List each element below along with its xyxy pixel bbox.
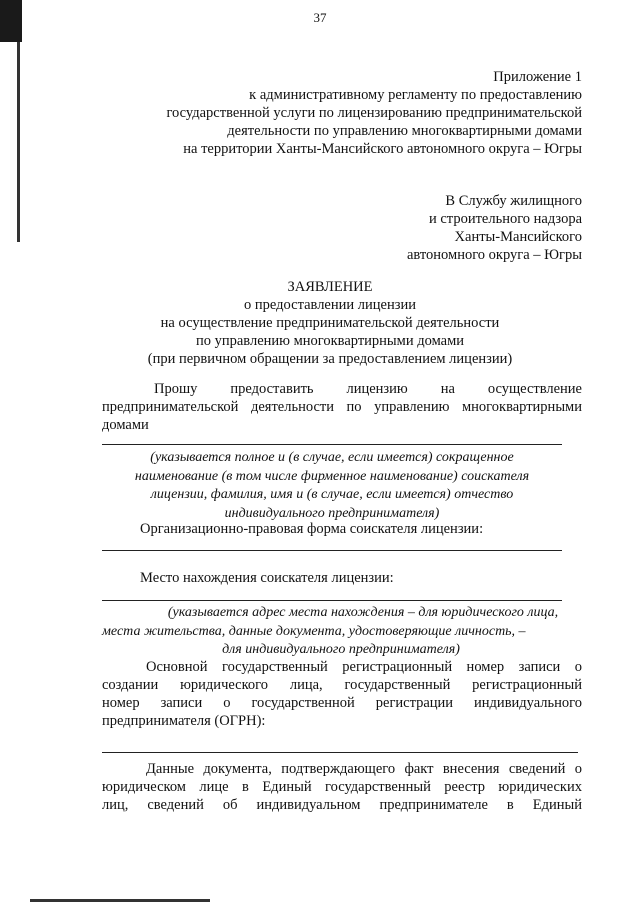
ogrn-paragraph — [102, 658, 582, 730]
data-doc-line: Данные документа, подтверждающего факт внесения сведений о — [146, 761, 582, 777]
appendix-line: к административному регламенту по предоставлению — [249, 87, 582, 103]
heading-line: по управлению многоквартирными домами — [195, 333, 465, 349]
data-doc-line: лиц, сведений об индивидуальном предпринимателе в Единый — [102, 797, 582, 813]
ogrn-line-field — [102, 752, 578, 753]
hint-line: индивидуального предпринимателя) — [224, 505, 440, 521]
request-line-1 — [102, 380, 582, 398]
location-line — [102, 600, 562, 601]
request-paragraph — [102, 380, 582, 434]
ogrn-line: Основной государственный регистрационный номер записи о — [146, 659, 582, 675]
appendix-block — [82, 68, 582, 158]
ogrn-line: предпринимателя (ОГРН): — [102, 713, 266, 729]
ogrn-line: создании юридического лица, государственный регистрационный — [102, 677, 582, 693]
request-word: лицензию — [346, 381, 408, 397]
document-title: ЗАЯВЛЕНИЕ — [287, 279, 373, 295]
appendix-line: на территории Ханты-Мансийского автономного округа – Югры — [183, 141, 582, 157]
applicant-name-line — [102, 444, 562, 445]
heading-line: о предоставлении лицензии — [244, 297, 416, 313]
heading-line: на осуществление предпринимательской деятельности — [160, 315, 500, 331]
hint-line: для индивидуального предпринимателя) — [222, 642, 460, 657]
request-word: на — [440, 381, 455, 397]
addressee-line: автономного округа – Югры — [406, 247, 582, 263]
hint-line: (указывается адрес места нахождения – для юридического лица, — [167, 605, 559, 620]
ogrn-line: номер записи о государственной регистрации индивидуального — [102, 695, 582, 711]
appendix-title: Приложение 1 — [493, 69, 582, 85]
addressee-line: В Службу жилищного — [445, 193, 582, 209]
appendix-line: государственной услуги по лицензированию предпринимательской — [166, 105, 582, 121]
hint-line: (указывается полное и (в случае, если имеется) сокращенное — [150, 450, 514, 465]
name-hint — [100, 449, 564, 523]
addressee-block — [282, 192, 582, 264]
scan-bottom-mark — [30, 899, 210, 902]
addressee-line: и строительного надзора — [428, 211, 582, 227]
location-label: Место нахождения соискателя лицензии: — [140, 570, 394, 586]
hint-line: места жительства, данные документа, удостоверяющие личность, – — [102, 623, 526, 639]
document-heading — [100, 278, 560, 368]
appendix-line: деятельности по управлению многоквартирными домами — [227, 123, 582, 139]
request-line-2: предпринимательской деятельности по управлению многоквартирными — [102, 399, 582, 415]
org-form-line — [102, 550, 562, 551]
heading-line: (при первичном обращении за предоставлением лицензии) — [147, 351, 513, 367]
page-number: 37 — [313, 10, 327, 25]
request-word: предоставить — [230, 381, 314, 397]
hint-line: наименование (в том числе фирменное наименование) соискателя — [134, 468, 530, 484]
org-form-label: Организационно-правовая форма соискателя лицензии: — [140, 521, 484, 537]
data-doc-line: юридическом лице в Единый государственный реестр юридических — [102, 779, 582, 795]
hint-line: лицензии, фамилия, имя и (в случае, если имеется) отчество — [150, 487, 514, 502]
request-line-3: домами — [102, 417, 149, 433]
scan-edge-line — [17, 42, 20, 242]
request-word: осуществление — [487, 381, 582, 397]
request-word: Прошу — [154, 381, 198, 397]
addressee-line: Ханты-Мансийского — [454, 229, 582, 245]
scan-edge-mark — [0, 0, 22, 42]
data-doc-paragraph — [102, 760, 582, 814]
location-hint — [96, 604, 586, 660]
